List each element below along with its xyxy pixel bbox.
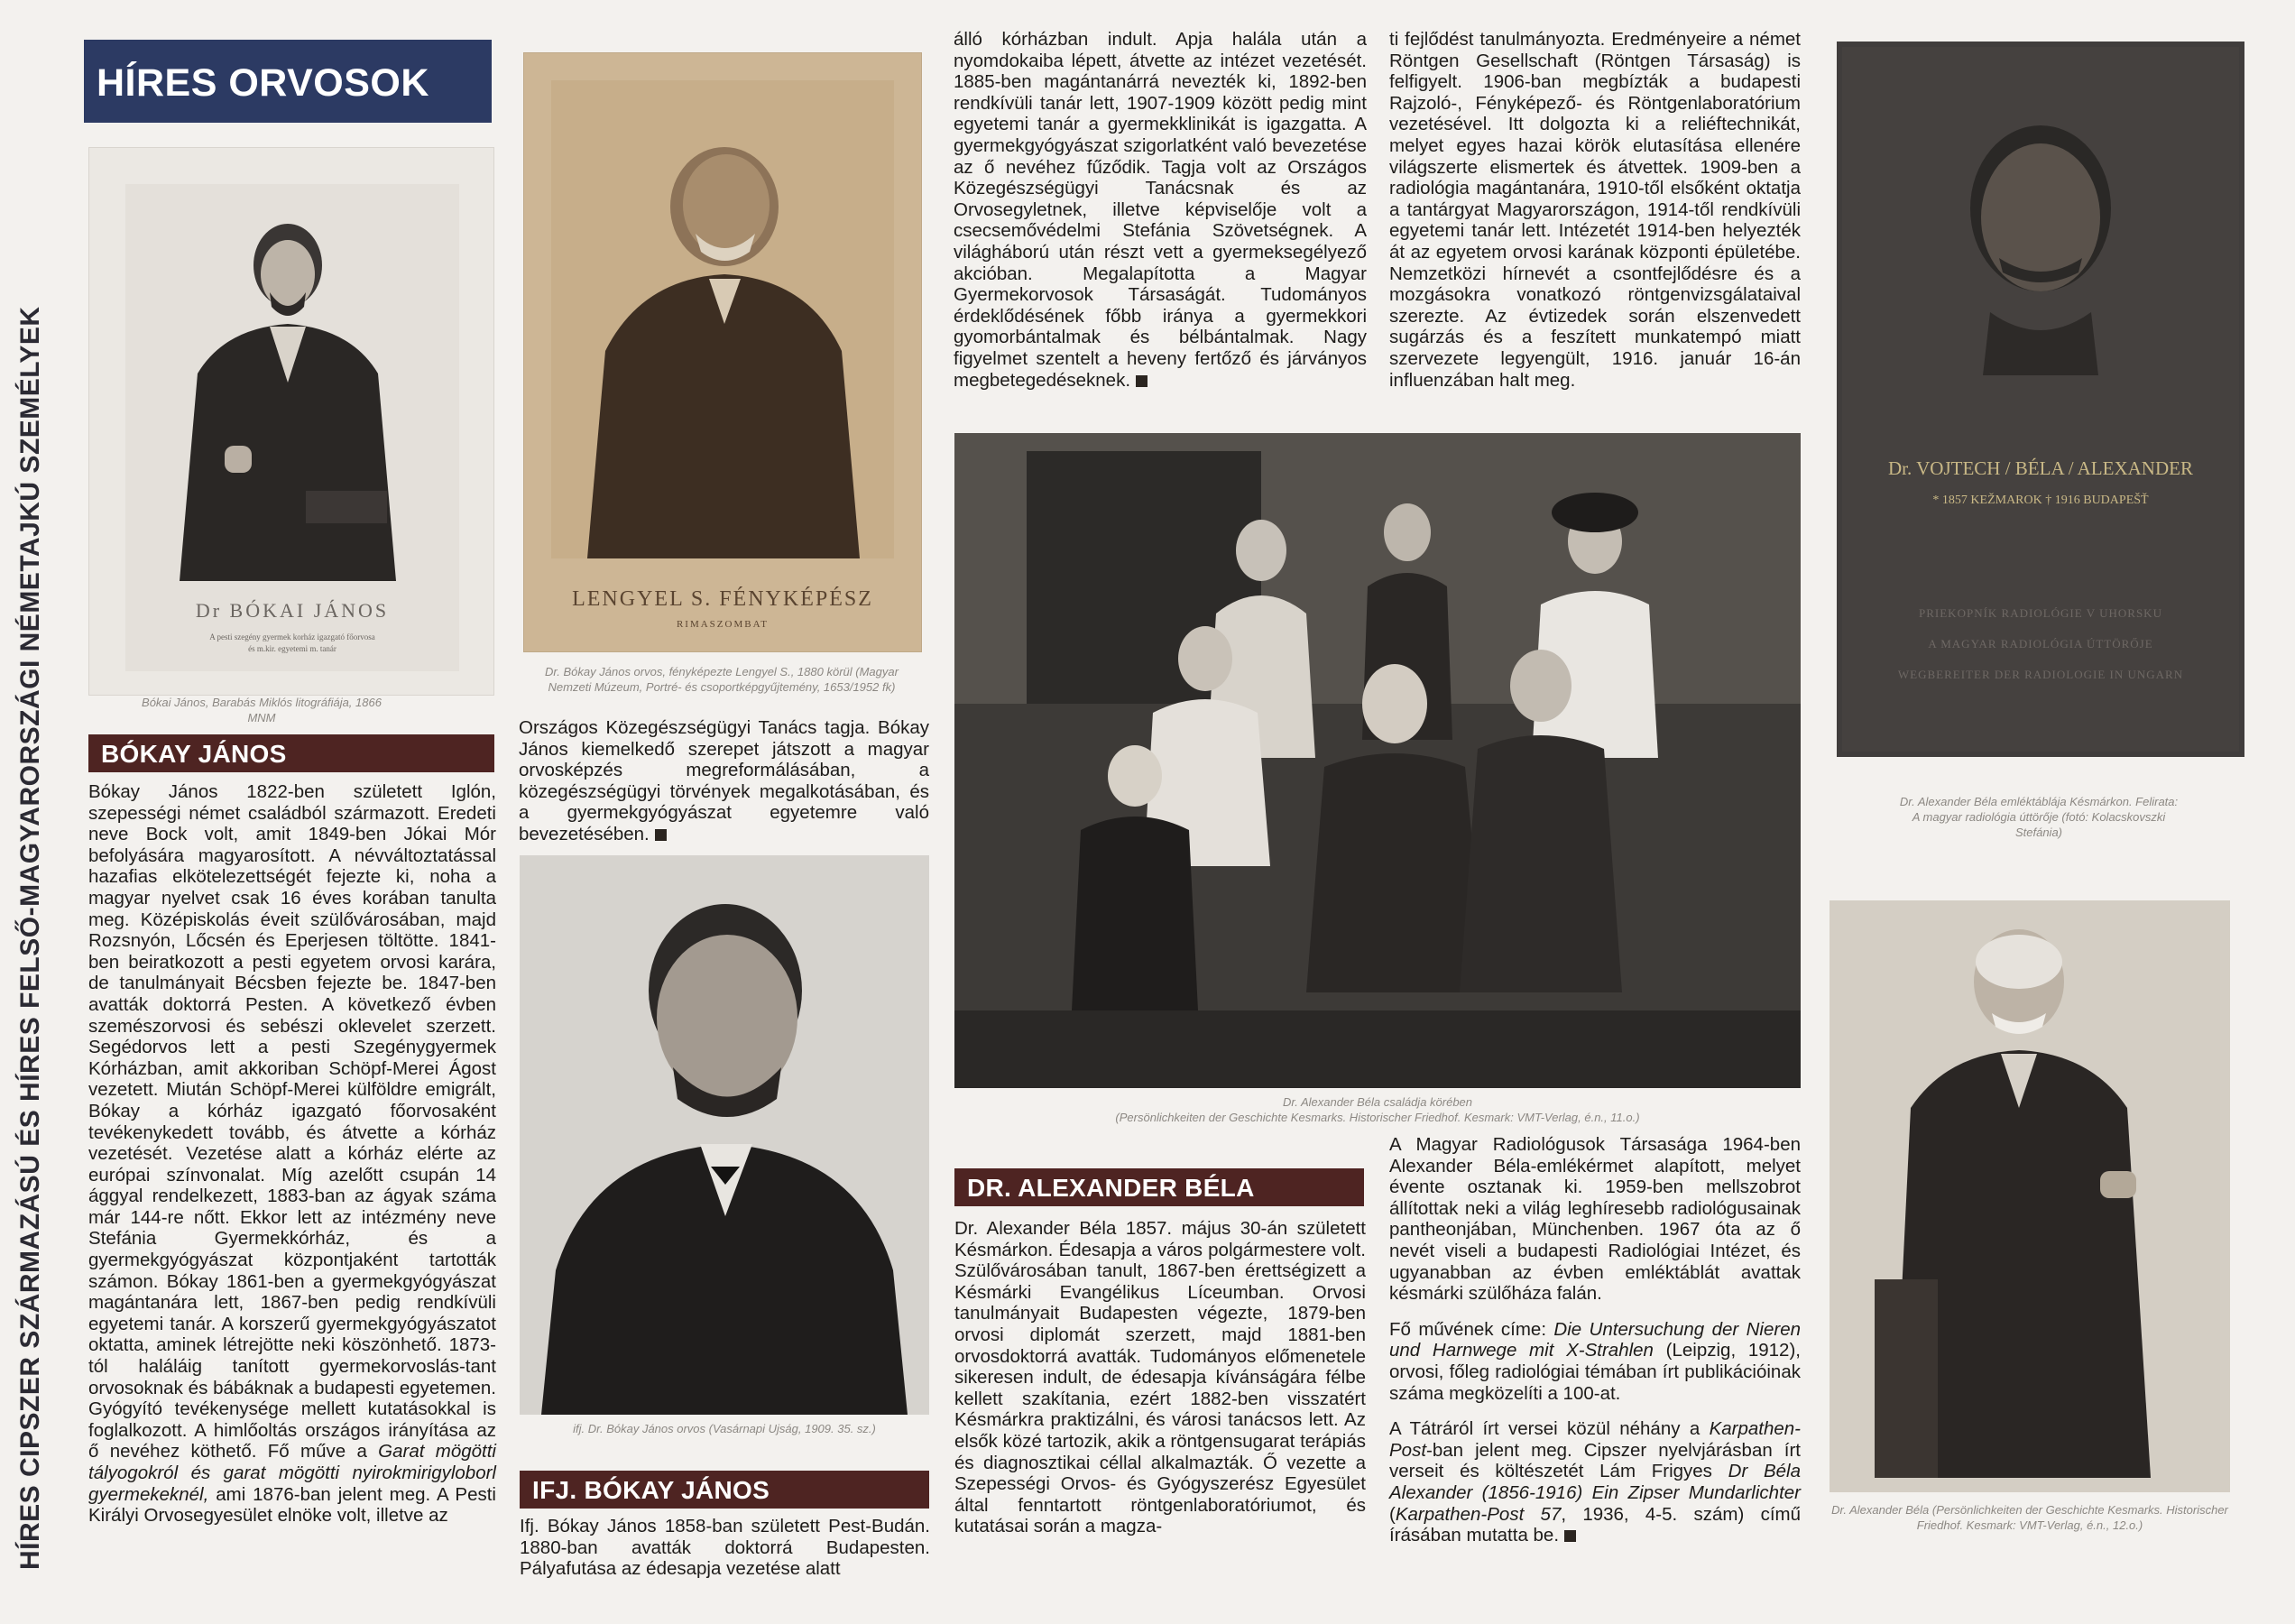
alexander-col4-p1: A Magyar Radiológusok Társasága 1964-ben Alexander Béla-emlékérmet alapított, melyet évente osztanak ki. 1959-ben mellszobrot állítottak neki a világ leghíresebb radiológusainak pantheonjában, Münchenben. 1967 óta az ő nevét viseli a budapesti Radiológiai Intézet, és ugyanabban az évben emléktáblát avattak késmárki szülőháza falán. xyxy=(1389,1134,1801,1305)
main-title: HÍRES ORVOSOK xyxy=(84,40,492,123)
section-head-bokay: BÓKAY JÁNOS xyxy=(88,734,494,772)
plaque-line2: A MAGYAR RADIOLÓGIA ÚTTÖRŐJE xyxy=(1928,637,2153,651)
plate-sub2: és m.kir. egyetemi m. tanár xyxy=(248,644,336,653)
alexander-portrait-caption: Dr. Alexander Béla (Persönlichkeiten der Geschichte Kesmarks. Historischer Friedhof. Kesmark: VMT-Verlag, é.n., 12.o.) xyxy=(1831,1503,2228,1532)
section-head-alexander: DR. ALEXANDER BÉLA xyxy=(954,1168,1364,1206)
alexander-portrait-photo xyxy=(1830,900,2230,1492)
plaque-dates: * 1857 KEŽMAROK † 1916 BUDAPEŠŤ xyxy=(1932,494,2149,507)
end-mark-square xyxy=(1564,1530,1576,1542)
bokay-lithograph-photo xyxy=(88,147,494,696)
studio-sub: RIMASZOMBAT xyxy=(676,619,770,630)
ifj-bokay-caption: ifj. Dr. Bókay János orvos (Vasárnapi Ujság, 1909. 35. sz.) xyxy=(573,1422,876,1435)
section-head-ifj-bokay: IFJ. BÓKAY JÁNOS xyxy=(520,1471,929,1509)
end-mark-square xyxy=(655,829,667,841)
family-photo xyxy=(954,433,1801,1088)
plate-name: Dr BÓKAI JÁNOS xyxy=(195,599,390,622)
ifj-bokay-photo xyxy=(520,855,929,1415)
bokay-text-italic: Garat mögötti tályogokról és garat mögötti nyirokmirigyloborl gyermekeknél, xyxy=(88,1441,496,1505)
bokay-text-continued xyxy=(519,717,929,845)
side-title: HÍRES CIPSZER SZÁRMAZÁSÚ ÉS HÍRES FELSŐ-MAGYARORSZÁGI NÉMETAJKÚ SZEMÉLYEK xyxy=(15,306,45,1570)
family-caption-2: (Persönlichkeiten der Geschichte Kesmarks. Historischer Friedhof. Kesmark: VMT-Verlag, é.n., 11.o.) xyxy=(1115,1111,1640,1124)
bokay-lithograph-caption: Bókai János, Barabás Miklós litográfiája, 1866 MNM xyxy=(142,696,382,724)
bokay-cabinet-photo xyxy=(523,52,922,652)
bokay-cabinet-illustration xyxy=(524,53,921,651)
studio-name: LENGYEL S. FÉNYKÉPÉSZ xyxy=(572,587,873,611)
plaque-photo xyxy=(1837,42,2244,757)
bokay-cabinet-caption: Dr. Bókay János orvos, fényképezte Lengyel S., 1880 körül (Magyar Nemzeti Múzeum, Portré- és csoportképgyűjtemény, 1653/1952 fk) xyxy=(545,665,899,694)
ifj-bokay-text: Ifj. Bókay János 1858-ban született Pest-Budán. 1880-ban avatták doktorrá Budapesten. Pályafutása az édesapja vezetése alatt xyxy=(520,1516,930,1580)
plaque-illustration xyxy=(1837,42,2244,757)
alexander-text-col4-top: ti fejlődést tanulmányozta. Eredményeire a német Röntgen Gesellschaft (Röntgen Társaság) is felfigyelt. 1906-ban megbízták a budapesti Rajzoló-, Fényképező- és Röntgenlaboratórium vezetésével. Itt dolgozta ki a reliéftechnikát, melyet egyes hazai körök elutasítása ellenére világszerte elismertek és átvettek. 1909-ben a radiológia magántanára, 1910-től elsőként oktatja a tantárgyat Magyarországon, 1914-től rendkívüli egyetemi tanár lett. Intézetét 1914-ben helyezték át az egyetem orvosi karának központi épületébe. Nemzetközi hírnevét a csontfejlődésre és a mozgásokra vonatkozó röntgenvizsgálataival szerezte. Az évtizedek során elszenvedett sugárzás és a feszített munkatempó miatt szervezete legyengült, 1916. január 16-án influenzában halt meg. xyxy=(1389,29,1801,391)
bokay-text xyxy=(88,781,496,1527)
ifj-bokay-illustration xyxy=(520,855,929,1415)
plaque-caption: Dr. Alexander Béla emléktáblája Késmárkon. Felirata: A magyar radiológia úttörője (fotó: Kolacskovszki Stefánia) xyxy=(1899,795,2179,839)
family-caption-1: Dr. Alexander Béla családja körében xyxy=(1282,1095,1473,1109)
bokay-text-main: Bókay János 1822-ben született Iglón, szepességi német családból származott. Eredeti neve Bock volt, amit 1849-ben Jókai Mór befolyására magyarosított. A névváltoztatással hazafias elkötelezettségét fejezte ki, noha a magyar nyelvet csak 16 éves korában tanulta meg. Középiskolás éveit szülővárosában, majd Rozsnyón, Lőcsén és Eperjesen töltötte. 1841-ben beiratkozott a pesti egyetem orvosi karára, de tanulmányait Bécsben fejezte be. 1847-ben avatták doktorrá Pesten. A következő évben szemészorvosi és sebészi oklevelet szerzett. Segédorvos lett a pesti Szegénygyermek Kórházban, amit akkoriban Schöpf-Merei Ágost vezetett. Miután Schöpf-Merei külföldre emigrált, Bókay a kórház igazgató főorvosaként tevékenykedett tovább, és átvette a kórház vezetését. Vezetése alatt a kórház elérte az európai színvonalat. Míg azelőtt csupán 14 ággyal rendelkezett, 1883-ban az ágyak száma már 144-re nőtt. Ekkor lett az intézmény neve Stefánia Gyermekkórház, és a gyermekgyógyászat központjaként tartották számon. Bókay 1861-ben a gyermekgyógyászat magántanára lett, 1867-ben pedig rendkívüli egyetemi tanár. A korszerű gyermekgyógyászatot oktatta, aminek létrejötte neki köszönhető. 1873-tól haláláig tanított gyermekorvoslás-tant orvosoknak és bábáknak a budapesti egyetemen. Gyógyító tevékenysége mellett kutatásokkal is foglalkozott. A himlőoltás országos irányítása az ő nevéhez köthető. Fő műve a xyxy=(88,781,496,1463)
family-illustration xyxy=(954,433,1801,1088)
end-mark-square xyxy=(1136,375,1148,387)
plaque-line1: PRIEKOPNÍK RADIOLÓGIE V UHORSKU xyxy=(1919,606,2162,620)
alexander-col4-p2: Fő művének címe: Die Untersuchung der Nieren und Harnwege mit X-Strahlen (Leipzig, 1912), orvosi, főleg radiológiai témában írt publikációinak száma megközelíti a 100-at. xyxy=(1389,1318,1801,1404)
bokay-lithograph-illustration xyxy=(89,148,493,695)
alexander-col4-p3: A Tátráról írt versei közül néhány a Karpathen-Post-ban jelent meg. Cipszer nyelvjárásban írt verseit és költészetét Lám Frigyes Dr Béla Alexander (1856-1916) Ein Zipser Mundarlichter (Karpathen-Post 57, 1936, 4-5. szám) című írásában mutatta be. xyxy=(1389,1418,1802,1546)
alexander-text-col4-bottom xyxy=(1389,1134,1801,1546)
alexander-portrait-illustration xyxy=(1830,900,2230,1492)
ifj-bokay-continued-text: álló kórházban indult. Apja halála után a nyomdokaiba lépett, átvette az intézet vezetését. 1885-ben magántanárrá nevezték ki, 1892-ben rendkívüli tanár lett, 1907-1909 között pedig mint egyetemi tanár a gyermekklinikát is igazgatta. A gyermekgyógyászat szigorlatként való bevezetése az ő nevéhez fűződik. Tagja volt az Országos Közegészségügyi Tanácsnak és az Orvosegyletnek, illetve képviselője volt a csecsemővédelmi Stefánia Szövetségnek. A világháború után részt vett a gyermeksegélyező akcióban. Megalapította a Magyar Gyermekorvosok Társaságát. Tudományos érdeklődésének főbb iránya a gyermekkori gyomorbántalmak és bélbántalmak. Nagy figyelmet szentelt a heveny fertőző és járványos megbetegedéseknek. xyxy=(954,29,1367,391)
alexander-text: Dr. Alexander Béla 1857. május 30-án született Késmárkon. Édesapja a város polgármestere volt. Szülővárosában tanult, 1867-ben érettségizett a Késmárki Evangélikus Líceumban. Orvosi tanulmányait Budapesten végezte, 1879-ben orvosi diplomát szerzett, majd 1881-ben orvosdoktorrá avatták. Tudományos előmenetele sikeresen indult, de édesapja kívánságára félbe kellett szakítania, ezért 1882-ben visszatért Késmárkra praktizálni, és városi tanácsos lett. Az elsők közé tartozik, akik a röntgensugarat terápiás és diagnosztikai céllal alkalmazták. Ő vezette a Szepességi Orvos- és Gyógyszerész Egyesület által fenntartott röntgenlaboratóriumot, és kutatásai során a magza- xyxy=(954,1218,1366,1537)
bokay-text-after: ami 1876-ban jelent meg. A Pesti Királyi Orvosegyesület elnöke volt, illetve az xyxy=(88,1483,496,1527)
plaque-name: Dr. VOJTECH / BÉLA / ALEXANDER xyxy=(1888,457,2193,479)
ifj-bokay-text-continued xyxy=(954,29,1367,391)
bokay-continued-text: Országos Közegészségügyi Tanács tagja. Bókay János kiemelkedő szerepet játszott a magyar orvosképzés megreformálásában, a közegészségügyi törvények megalkotásában, és a gyermekgyógyászat egyetemre való bevezetésében. xyxy=(519,717,929,844)
plate-sub1: A pesti szegény gyermek korház igazgató főorvosa xyxy=(209,632,375,641)
plaque-line3: WEGBEREITER DER RADIOLOGIE IN UNGARN xyxy=(1897,668,2184,681)
